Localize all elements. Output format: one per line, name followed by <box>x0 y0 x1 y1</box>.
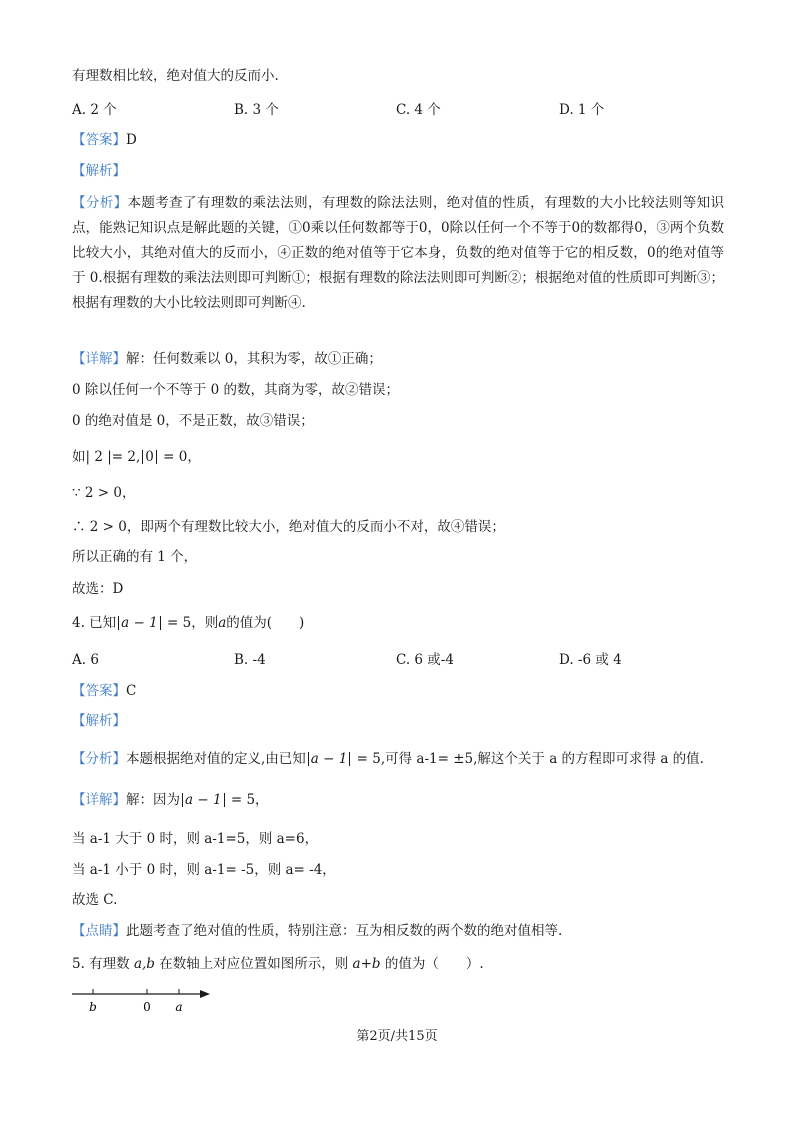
math-var: a+b <box>352 956 381 972</box>
option-a: A. 6 <box>72 652 99 668</box>
math-abs: 0 <box>142 450 157 464</box>
math-eq: = 5 <box>352 751 381 767</box>
xiangjie-tag: 【详解】 <box>72 351 126 367</box>
answer-value: D <box>126 132 137 148</box>
stem-text: 在数轴上对应位置如图所示，则 <box>154 956 353 972</box>
analysis-tag: 【解析】 <box>72 713 126 729</box>
option-c: C. 6 或-4 <box>396 652 454 668</box>
math-abs: a − 1 <box>182 793 225 807</box>
page-footer: 第2页/共15页 <box>356 1029 438 1044</box>
option-a: A. 2 个 <box>72 102 117 118</box>
xiangjie-tag: 【详解】 <box>72 792 126 808</box>
detail-line <box>72 791 269 809</box>
fenxi-tag: 【分析】 <box>72 751 126 767</box>
stem-text: 5. 有理数 <box>72 956 134 972</box>
option-c: C. 4 个 <box>396 102 441 118</box>
option-d: D. -6 或 4 <box>559 652 622 668</box>
detail-text: ， <box>255 792 269 808</box>
stem-text: 4. 已知 <box>72 615 117 631</box>
detail-line <box>72 448 201 466</box>
analysis-tag: 【解析】 <box>72 163 126 179</box>
option-b: B. -4 <box>234 652 266 668</box>
math-abs: a − 1 <box>118 616 161 630</box>
detail-line: 所以正确的有 1 个， <box>72 549 198 565</box>
stem-text: 的值为( ) <box>226 615 305 631</box>
math-expr: | 2 |= 2, <box>85 449 141 465</box>
detail-line: 0 的绝对值是 0，不是正数，故③错误； <box>72 413 314 429</box>
arrow-icon <box>200 990 210 998</box>
stem-text: ，则 <box>191 615 219 631</box>
dianjing-text: 此题考查了绝对值的性质，特别注意：互为相反数的两个数的绝对值相等. <box>126 923 563 939</box>
answer-value: C <box>126 683 137 699</box>
number-line-figure <box>68 984 218 1018</box>
math-var: a <box>218 615 227 631</box>
detail-line: 故选 C. <box>72 892 118 908</box>
math-abs: a − 1 <box>308 752 351 766</box>
label-a: a <box>175 1000 183 1014</box>
question-4-stem <box>72 614 304 632</box>
math-eq: = 5 <box>162 615 192 631</box>
question-5-stem <box>72 955 484 973</box>
fenxi-tag: 【分析】 <box>72 195 128 211</box>
detail-line: 当 a-1 小于 0 时，则 a-1= -5，则 a= -4， <box>72 862 336 878</box>
answer-tag: 【答案】 <box>72 683 126 699</box>
detail-line: ∵ 2 > 0， <box>72 485 136 501</box>
option-b: B. 3 个 <box>234 102 279 118</box>
dianjing-line <box>72 922 562 940</box>
fenxi-text: 本题根据绝对值的定义,由已知 <box>126 751 306 767</box>
fenxi-text: 本题考查了有理数的乘法法则，有理数的除法法则，绝对值的性质，有理数的大小比较法则等知识点，能熟记知识点是解此题的关键，①0乘以任何数都等于0，0除以任何一个不等于0的数都得0，③两个负数比较大小，其绝对值大的反而小，④正数的绝对值等于它本身，负数的绝对值等于它的相反数，0的绝对值等于 0.根据有理数的乘法法则即可判断①；根据有理数的除法法则即可判断②；根据绝对值的性质即可判断③；根据有理数的大小比较法则即可判断④. <box>72 195 725 311</box>
detail-line: 故选：D <box>72 581 124 597</box>
option-d: D. 1 个 <box>559 102 605 118</box>
answer-line <box>72 131 137 149</box>
detail-text: ， <box>187 449 201 465</box>
stem-text: 的值为（ ）. <box>380 956 484 972</box>
fenxi-text: ,可得 a-1= ±5,解这个关于 a 的方程即可求得 a 的值. <box>380 751 704 767</box>
analysis-line <box>72 750 704 768</box>
answer-tag: 【答案】 <box>72 132 126 148</box>
math-var: a,b <box>133 956 155 972</box>
detail-line: 0 除以任何一个不等于 0 的数，其商为零，故②错误； <box>72 382 400 398</box>
detail-text: 解：任何数乘以 0，其积为零，故①正确； <box>126 351 382 367</box>
dianjing-tag: 【点睛】 <box>72 923 126 939</box>
answer-line <box>72 682 136 700</box>
detail-text: 解：因为 <box>126 792 180 808</box>
detail-line: 当 a-1 大于 0 时，则 a-1=5，则 a=6， <box>72 831 319 847</box>
detail-text: 如 <box>72 449 86 465</box>
math-eq: = 0 <box>158 449 188 465</box>
label-b: b <box>89 1000 97 1014</box>
detail-line <box>72 350 382 368</box>
math-eq: = 5 <box>226 792 256 808</box>
detail-line: ∴ 2 > 0，即两个有理数比较大小，绝对值大的反而小不对，故④错误； <box>72 519 505 535</box>
label-0: 0 <box>143 1000 151 1014</box>
paragraph: 有理数相比较，绝对值大的反而小. <box>72 68 279 84</box>
analysis-paragraph <box>72 191 724 316</box>
